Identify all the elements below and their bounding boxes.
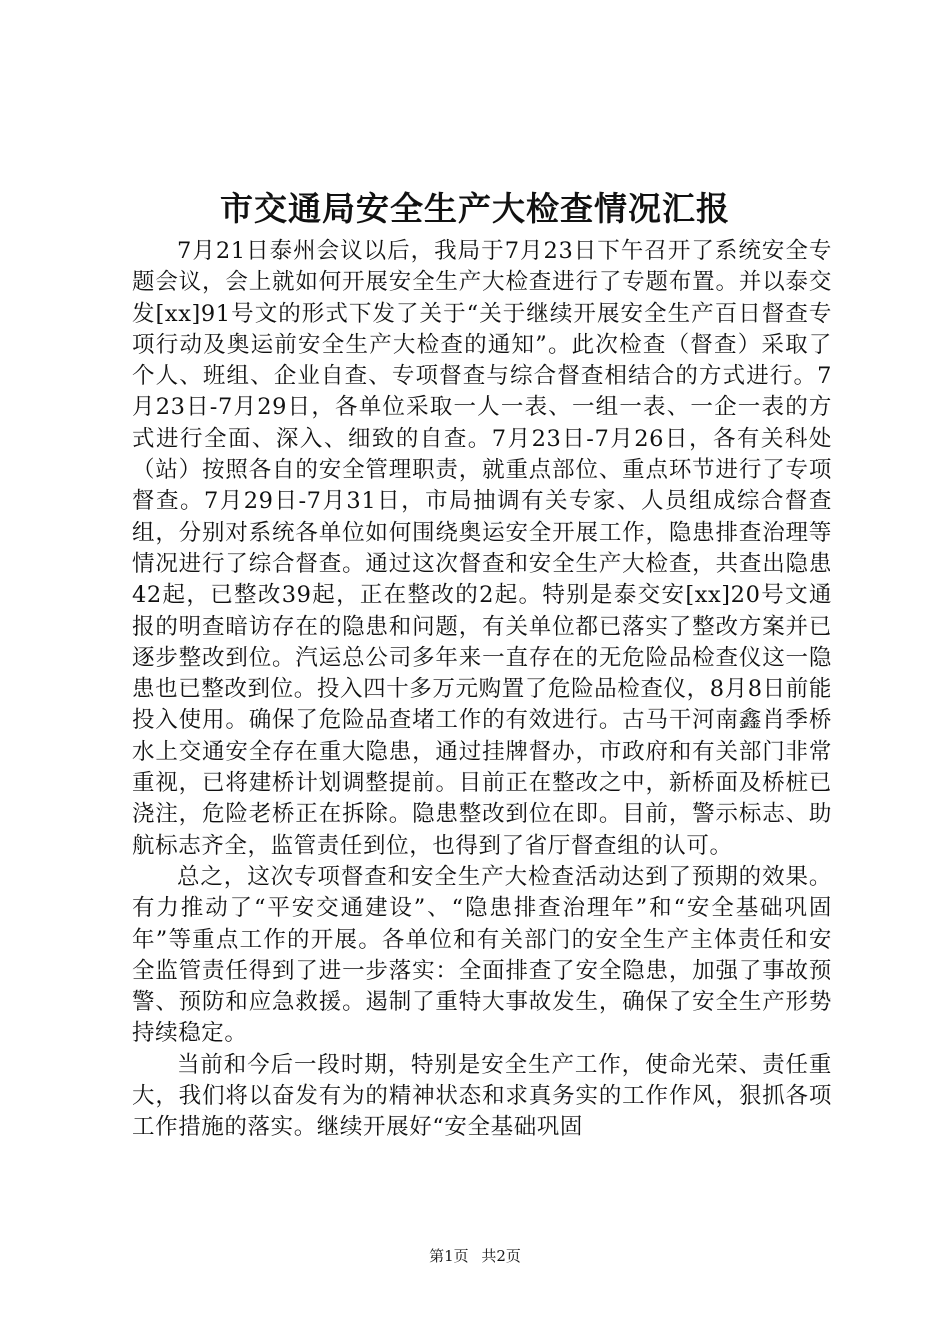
page-total: 共2页 [481, 1247, 521, 1265]
page-number: 第1页 [429, 1247, 469, 1265]
document-title: 市交通局安全生产大检查情况汇报 [220, 189, 730, 228]
paragraph-2: 总之，这次专项督查和安全生产大检查活动达到了预期的效果。有力推动了“平安交通建设”、“隐患排查治理年”和“安全基础巩固年”等重点工作的开展。各单位和有关部门的安全生产主体责任和安全监管责任得到了进一步落实：全面排查了安全隐患，加强了事故预警、预防和应急救援。遏制了重特大事故发生，确保了安全生产形势持续稳定。 [132, 863, 832, 1047]
page-footer [0, 1244, 950, 1268]
document-body [132, 236, 832, 1144]
paragraph-3: 当前和今后一段时期，特别是安全生产工作，使命光荣、责任重大，我们将以奋发有为的精神状态和求真务实的工作作风，狠抓各项工作措施的落实。继续开展好“安全基础巩固 [132, 1051, 832, 1141]
paragraph-1: 7月21日泰州会议以后，我局于7月23日下午召开了系统安全专题会议，会上就如何开展安全生产大检查进行了专题布置。并以泰交发[xx]91号文的形式下发了关于“关于继续开展安全生产百日督查专项行动及奥运前安全生产大检查的通知”。此次检查（督查）采取了个人、班组、企业自查、专项督查与综合督查相结合的方式进行。7月23日-7月29日，各单位采取一人一表、一组一表、一企一表的方式进行全面、深入、细致的自查。7月23日-7月26日，各有关科处（站）按照各自的安全管理职责，就重点部位、重点环节进行了专项督查。7月29日-7月31日，市局抽调有关专家、人员组成综合督查组，分别对系统各单位如何围绕奥运安全开展工作，隐患排查治理等情况进行了综合督查。通过这次督查和安全生产大检查，共查出隐患42起，已整改39起，正在整改的2起。特别是泰交安[xx]20号文通报的明查暗访存在的隐患和问题，有关单位都已落实了整改方案并已逐步整改到位。汽运总公司多年来一直存在的无危险品检查仪这一隐患也已整改到位。投入四十多万元购置了危险品检查仪，8月8日前能投入使用。确保了危险品查堵工作的有效进行。古马干河南鑫肖季桥水上交通安全存在重大隐患，通过挂牌督办，市政府和有关部门非常重视，已将建桥计划调整提前。目前正在整改之中，新桥面及桥桩已浇注，危险老桥正在拆除。隐患整改到位在即。目前，警示标志、助航标志齐全，监管责任到位，也得到了省厅督查组的认可。 [132, 238, 832, 859]
